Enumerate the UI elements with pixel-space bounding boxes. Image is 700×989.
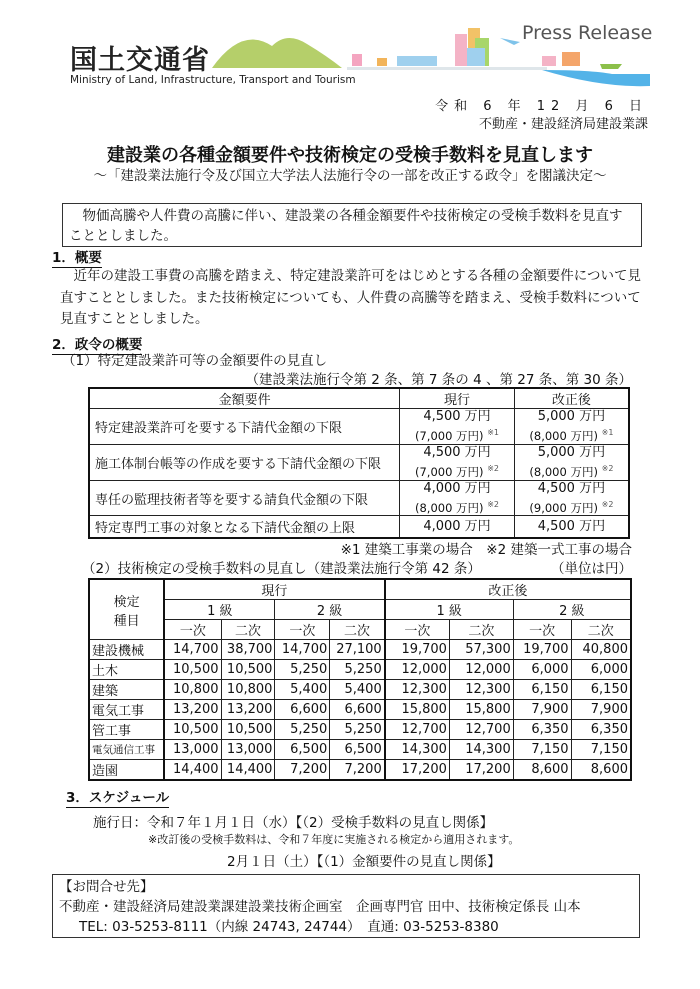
fee-cell: 6,000 — [571, 660, 631, 680]
unit-label: （単位は円） — [551, 561, 632, 577]
amount: 4,000 万円 — [423, 480, 491, 496]
sub-amount: (8,000 万円) — [414, 500, 484, 515]
revised-value: 4,500 万円 — [514, 516, 629, 538]
column-header: 金額要件 — [89, 388, 400, 409]
fee-cell: 6,500 — [330, 740, 385, 760]
contact-department: 不動産・建設経済局建設業課建設業技術企画室 企画専門官 田中、技術検定係長 山本 — [59, 899, 581, 915]
fee-cell: 6,500 — [275, 740, 330, 760]
fee-cell: 10,800 — [164, 680, 221, 700]
fee-cell: 12,700 — [385, 720, 450, 740]
contact-phone: TEL: 03-5253-8111（内線 24743, 24744） 直通: 03-5253-8380 — [79, 919, 499, 935]
table-row — [89, 640, 631, 660]
current-value — [400, 480, 515, 516]
requirement-label: 特定専門工事の対象となる下請代金額の上限 — [89, 516, 400, 538]
fee-cell: 6,350 — [571, 720, 631, 740]
subsection-1-title: （1）特定建設業許可等の金額要件の見直し — [62, 353, 328, 369]
current-value: 4,000 万円 — [400, 516, 515, 538]
table-row — [89, 700, 631, 720]
requirement-label: 施工体制台帳等の作成を要する下請代金額の下限 — [89, 444, 400, 480]
fee-cell: 15,800 — [449, 700, 513, 720]
table-row — [89, 480, 629, 516]
level-header: 2 級 — [513, 600, 631, 620]
schedule-line-2: 2月１日（土）【（1）金額要件の見直し関係】 — [227, 854, 501, 870]
section-1-heading: 1．概要 — [52, 246, 102, 268]
fee-cell: 12,000 — [449, 660, 513, 680]
release-date: 令和 6 年 12 月 6 日 — [435, 99, 648, 114]
footnote-mark: ※2 — [487, 463, 499, 473]
fee-cell: 15,800 — [385, 700, 450, 720]
sub-amount: (7,000 万円) — [414, 464, 484, 479]
level-header: 1 級 — [164, 600, 275, 620]
footnote-mark: ※1 — [487, 428, 499, 437]
fee-cell: 10,500 — [164, 660, 221, 680]
table-row — [89, 759, 631, 780]
fee-cell: 6,600 — [330, 700, 385, 720]
fee-cell: 17,200 — [385, 759, 450, 780]
ministry-logo-text: 国土交通省 — [70, 45, 210, 76]
fee-cell: 14,400 — [164, 759, 221, 780]
requirement-label: 専任の監理技術者等を要する請負代金額の下限 — [89, 480, 400, 516]
exam-fee-table — [88, 578, 632, 781]
fee-cell: 5,250 — [330, 720, 385, 740]
revised-value — [514, 480, 629, 516]
exam-type: 建築 — [89, 680, 164, 700]
exam-type: 造園 — [89, 759, 164, 780]
exam-header: 一次 — [164, 620, 221, 640]
fee-cell: 7,200 — [330, 759, 385, 780]
fee-cell: 12,000 — [385, 660, 450, 680]
fee-cell: 5,250 — [330, 660, 385, 680]
fee-cell: 13,200 — [221, 700, 275, 720]
fee-cell: 7,150 — [571, 740, 631, 760]
department: 不動産・建設経済局建設業課 — [478, 117, 648, 132]
fee-cell: 8,600 — [513, 759, 571, 780]
fee-cell: 13,200 — [164, 700, 221, 720]
fee-cell: 19,700 — [385, 640, 450, 660]
fee-cell: 10,500 — [221, 660, 275, 680]
amount: 5,000 万円 — [537, 444, 606, 460]
fee-cell: 6,600 — [275, 700, 330, 720]
fee-cell: 12,300 — [449, 680, 513, 700]
exam-header: 二次 — [449, 620, 513, 640]
sub-amount: (8,000 万円) — [529, 464, 598, 479]
table-row — [89, 444, 629, 480]
fee-cell: 5,250 — [275, 660, 330, 680]
fee-cell: 57,300 — [449, 640, 513, 660]
fee-cell: 14,300 — [449, 740, 513, 760]
amount: 4,500 万円 — [423, 409, 491, 424]
exam-type: 建設機械 — [89, 640, 164, 660]
exam-header: 二次 — [571, 620, 631, 640]
table-row — [89, 720, 631, 740]
exam-type: 土木 — [89, 660, 164, 680]
fee-cell: 12,300 — [385, 680, 450, 700]
contact-heading: 【お問合せ先】 — [59, 879, 154, 895]
fee-cell: 5,400 — [275, 680, 330, 700]
footnote-mark: ※2 — [487, 499, 499, 509]
revised-value — [514, 444, 629, 480]
requirement-label: 特定建設業許可を要する下請代金額の下限 — [89, 409, 400, 445]
fee-cell: 7,900 — [571, 700, 631, 720]
revised-value — [514, 409, 629, 445]
fee-cell: 5,250 — [275, 720, 330, 740]
current-value — [400, 444, 515, 480]
sub-amount: (8,000 万円) — [529, 428, 598, 443]
subsection-1-reference: （建設業法施行令第 2 条、第 7 条の 4 、第 27 条、第 30 条） — [245, 372, 632, 388]
amount-requirements-table — [88, 387, 630, 539]
contact-box — [52, 874, 640, 938]
section-3-heading: 3．スケジュール — [66, 786, 169, 808]
fee-cell: 7,150 — [513, 740, 571, 760]
ministry-english-name: Ministry of Land, Infrastructure, Transport and Tourism — [70, 74, 356, 86]
footnote-mark: ※2 — [601, 499, 614, 509]
fee-cell: 10,500 — [221, 720, 275, 740]
fee-cell: 27,100 — [330, 640, 385, 660]
table-header-row — [89, 600, 631, 620]
fee-cell: 19,700 — [513, 640, 571, 660]
fee-cell: 13,000 — [221, 740, 275, 760]
exam-header: 二次 — [330, 620, 385, 640]
amount: 4,500 万円 — [423, 444, 491, 460]
table-row — [89, 516, 629, 538]
subsection-2-title: （2）技術検定の受検手数料の見直し（建設業法施行令第 42 条） — [82, 561, 481, 577]
group-header: 改正後 — [385, 579, 631, 600]
page-title: 建設業の各種金額要件や技術検定の受検手数料を見直します — [107, 145, 593, 166]
fee-cell: 6,000 — [513, 660, 571, 680]
press-release-label: Press Release — [522, 22, 653, 44]
fee-cell: 14,700 — [275, 640, 330, 660]
corner-line: 検定 — [113, 594, 140, 610]
fee-cell: 8,600 — [571, 759, 631, 780]
table-header-row — [89, 388, 629, 409]
sub-amount: (9,000 万円) — [529, 500, 598, 515]
column-header: 現行 — [400, 388, 515, 409]
fee-cell: 6,150 — [513, 680, 571, 700]
amount: 5,000 万円 — [537, 409, 606, 424]
fee-cell: 12,700 — [449, 720, 513, 740]
fee-cell: 14,400 — [221, 759, 275, 780]
amount: 4,500 万円 — [537, 480, 606, 496]
exam-header: 一次 — [275, 620, 330, 640]
exam-header: 一次 — [513, 620, 571, 640]
section-2-heading: 2．政令の概要 — [52, 333, 142, 355]
fee-cell: 5,400 — [330, 680, 385, 700]
fee-cell: 7,900 — [513, 700, 571, 720]
exam-header: 二次 — [221, 620, 275, 640]
corner-header — [89, 579, 164, 640]
fee-cell: 6,350 — [513, 720, 571, 740]
table-header-row — [89, 620, 631, 640]
footnotes: ※1 建築工事業の場合 ※2 建築一式工事の場合 — [340, 542, 632, 558]
table-header-row — [89, 579, 631, 600]
fee-cell: 38,700 — [221, 640, 275, 660]
page-subtitle: ～「建設業法施行令及び国立大学法人法施行令の一部を改正する政令」を閣議決定～ — [93, 168, 607, 184]
table-row — [89, 660, 631, 680]
footnote-mark: ※1 — [601, 428, 614, 437]
fee-cell: 14,300 — [385, 740, 450, 760]
table-row — [89, 740, 631, 760]
fee-cell: 14,700 — [164, 640, 221, 660]
footnote-mark: ※2 — [601, 463, 614, 473]
group-header: 現行 — [164, 579, 385, 600]
fee-cell: 10,800 — [221, 680, 275, 700]
exam-type: 電気通信工事 — [89, 740, 164, 760]
summary-box: 物価高騰や人件費の高騰に伴い、建設業の各種金額要件や技術検定の受検手数料を見直すこととしました。 — [62, 203, 642, 247]
fee-cell: 13,000 — [164, 740, 221, 760]
fee-cell: 6,150 — [571, 680, 631, 700]
table-row — [89, 409, 629, 445]
table-row — [89, 680, 631, 700]
level-header: 2 級 — [275, 600, 385, 620]
fee-cell: 10,500 — [164, 720, 221, 740]
section-1-text: 近年の建設工事費の高騰を踏まえ、特定建設業許可をはじめとする各種の金額要件について見直すこととしました。また技術検定についても、人件費の高騰等を踏まえ、受検手数料について見直すこととしました。 — [60, 268, 642, 327]
fee-cell: 7,200 — [275, 759, 330, 780]
exam-type: 管工事 — [89, 720, 164, 740]
level-header: 1 級 — [385, 600, 514, 620]
exam-type: 電気工事 — [89, 700, 164, 720]
corner-line: 種目 — [113, 613, 140, 629]
sub-amount: (7,000 万円) — [414, 428, 484, 443]
current-value — [400, 409, 515, 445]
fee-cell: 17,200 — [449, 759, 513, 780]
schedule-line-1: 施行日：令和７年１月１日（水）【（2）受検手数料の見直し関係】 — [93, 815, 494, 831]
exam-header: 一次 — [385, 620, 450, 640]
schedule-note: ※改訂後の受検手数料は、令和７年度に実施される検定から適用されます。 — [148, 833, 520, 846]
fee-cell: 40,800 — [571, 640, 631, 660]
column-header: 改正後 — [514, 388, 629, 409]
